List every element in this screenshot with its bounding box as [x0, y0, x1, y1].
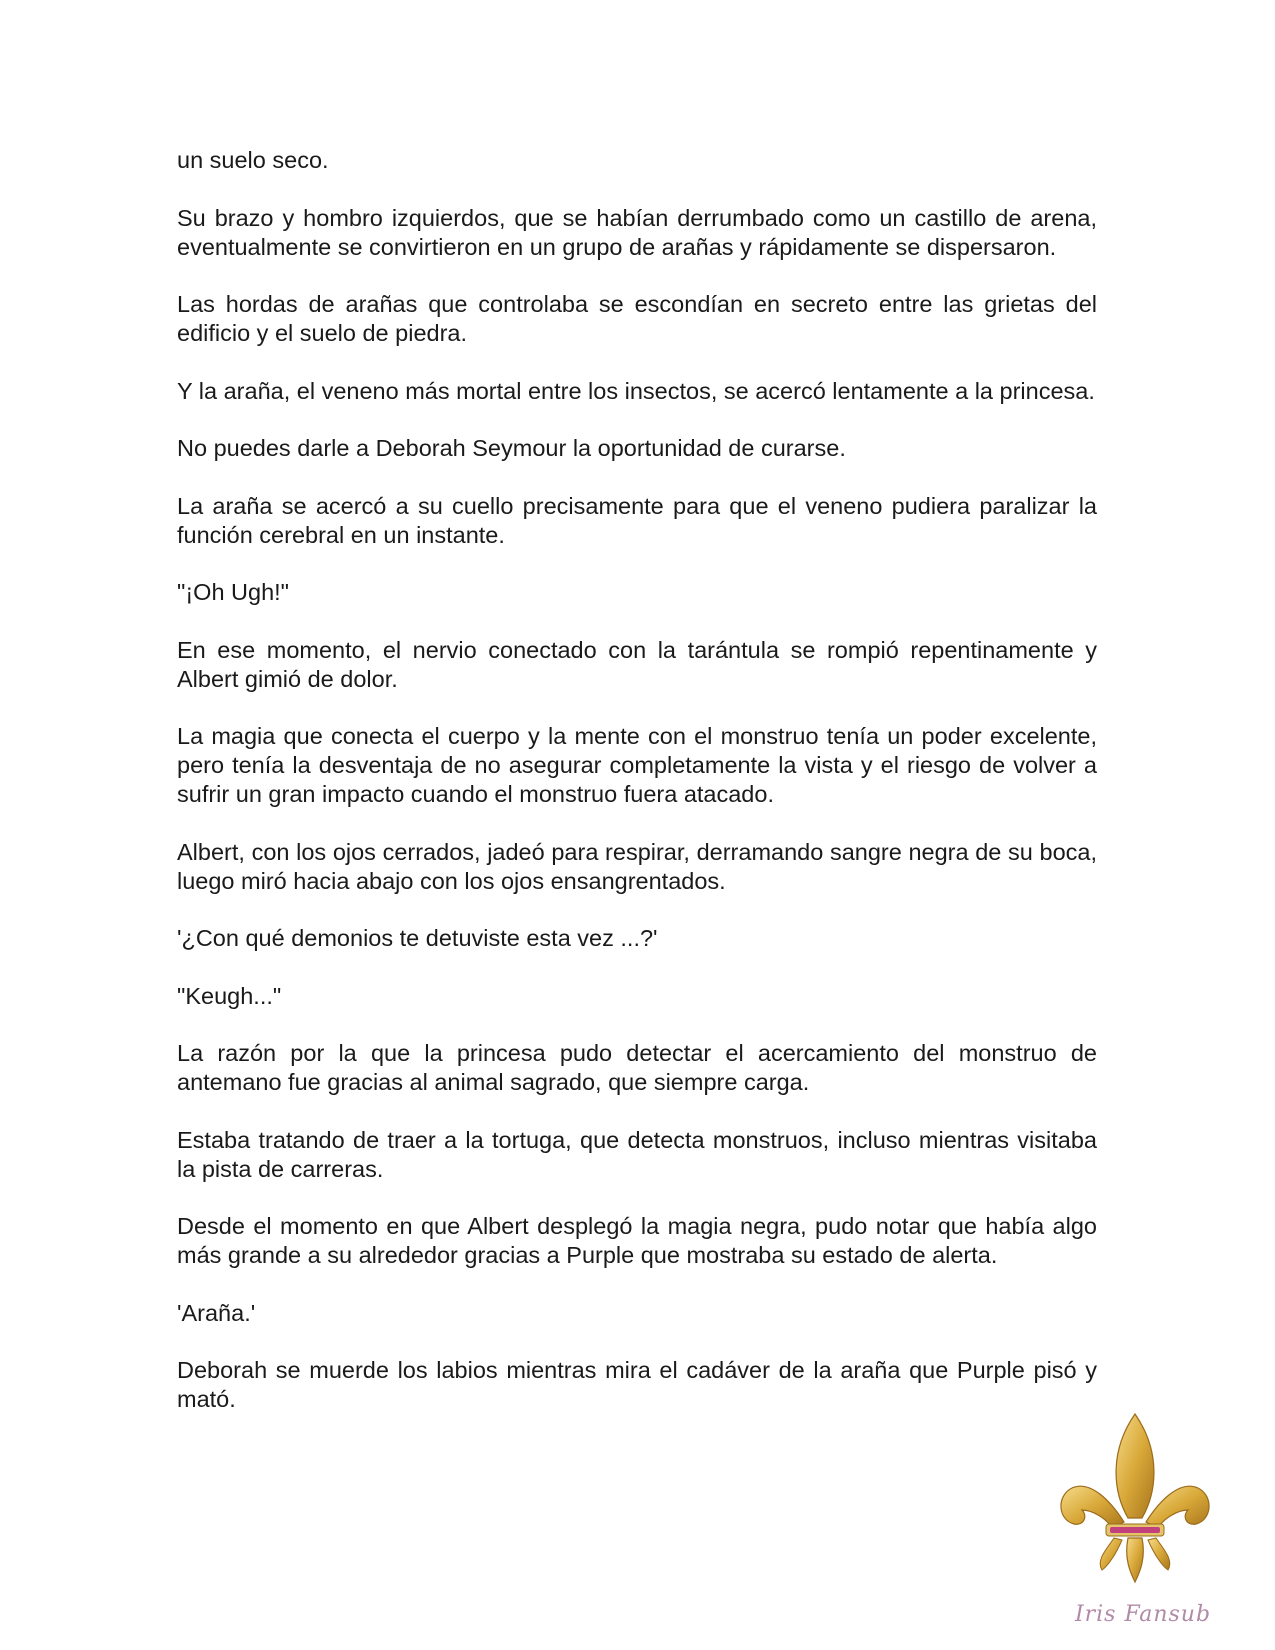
- paragraph: La magia que conecta el cuerpo y la mente con el monstruo tenía un poder excelente, pero tenía la desventaja de no asegurar completamente la vista y el riesgo de volver a sufrir un gran impacto cuando el monstruo fuera atacado.: [177, 723, 1097, 807]
- paragraph: Deborah se muerde los labios mientras mira el cadáver de la araña que Purple pisó y mató.: [177, 1357, 1097, 1412]
- fleur-de-lis-icon: [1050, 1410, 1220, 1590]
- paragraph: 'Araña.': [177, 1299, 256, 1326]
- paragraph: No puedes darle a Deborah Seymour la oportunidad de curarse.: [177, 435, 846, 461]
- paragraph: Estaba tratando de traer a la tortuga, que detecta monstruos, incluso mientras visitaba la pista de carreras.: [177, 1126, 1097, 1182]
- paragraph: Las hordas de arañas que controlaba se escondían en secreto entre las grietas del edificio y el suelo de piedra.: [177, 291, 1097, 346]
- paragraph: Su brazo y hombro izquierdos, que se habían derrumbado como un castillo de arena, eventualmente se convirtieron en un grupo de arañas y rápidamente se dispersaron.: [177, 204, 1097, 260]
- paragraph: '¿Con qué demonios te detuviste esta vez ...?': [177, 925, 658, 951]
- paragraph: "¡Oh Ugh!": [177, 579, 290, 605]
- fansub-logo: [1050, 1410, 1220, 1640]
- paragraph: un suelo seco.: [177, 147, 329, 173]
- logo-text: Iris Fansub: [1074, 1602, 1212, 1627]
- paragraph: "Keugh...": [177, 982, 282, 1009]
- paragraph: En ese momento, el nervio conectado con la tarántula se rompió repentinamente y Albert gimió de dolor.: [177, 636, 1097, 692]
- paragraph: La araña se acercó a su cuello precisamente para que el veneno pudiera paralizar la función cerebral en un instante.: [177, 492, 1097, 548]
- paragraph: Desde el momento en que Albert desplegó la magia negra, pudo notar que había algo más grande a su alrededor gracias a Purple que mostraba su estado de alerta.: [177, 1213, 1097, 1268]
- paragraph: Albert, con los ojos cerrados, jadeó para respirar, derramando sangre negra de su boca, luego miró hacia abajo con los ojos ensangrentados.: [177, 838, 1097, 894]
- document-body: [177, 146, 1097, 1414]
- paragraph: La razón por la que la princesa pudo detectar el acercamiento del monstruo de antemano fue gracias al animal sagrado, que siempre carga.: [177, 1040, 1097, 1095]
- paragraph: Y la araña, el veneno más mortal entre los insectos, se acercó lentamente a la princesa.: [177, 377, 1095, 404]
